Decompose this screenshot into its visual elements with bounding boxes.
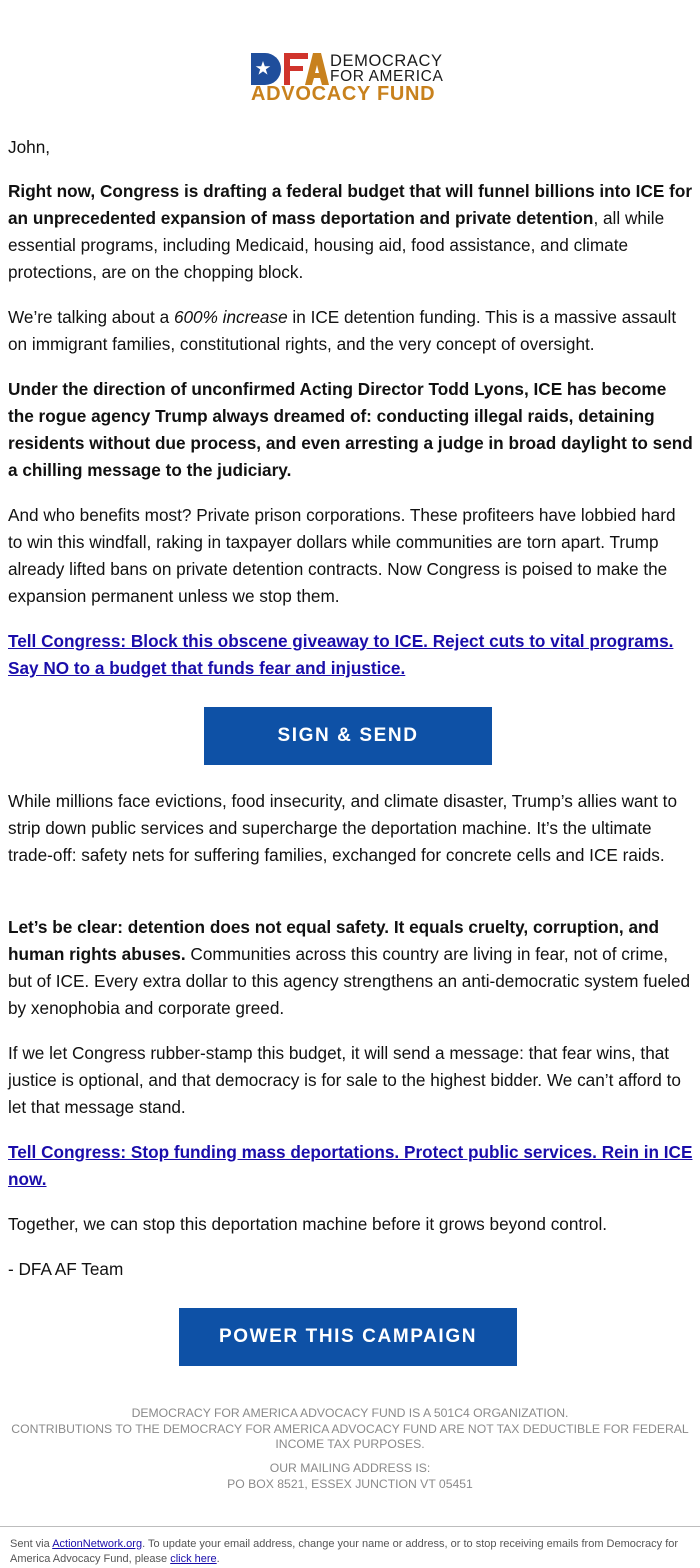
legal-notice — [10, 1406, 690, 1453]
greeting: John, — [8, 137, 51, 157]
tell-congress-link-1[interactable]: Tell Congress: Block this obscene giveaway to ICE. Reject cuts to vital programs. Say NO to a budget that funds fear and injustice. — [8, 631, 674, 678]
sign-and-send-button[interactable]: SIGN & SEND — [204, 707, 492, 765]
actionnetwork-link[interactable]: ActionNetwork.org — [52, 1538, 143, 1550]
signoff: - DFA AF Team — [8, 1259, 124, 1279]
paragraph-8: Together, we can stop this deportation machine before it grows beyond control. — [8, 1214, 608, 1234]
sent-via-end: . — [216, 1553, 220, 1565]
dfa-logo-mark-icon — [251, 53, 329, 85]
paragraph-2-end: in ICE detention funding. This is a massive assault on immigrant families, constitutional rights, and the very concept of oversight. — [8, 307, 677, 354]
mailing-address-block — [10, 1461, 690, 1492]
paragraph-2-start: We’re talking about a — [8, 307, 174, 327]
paragraph-6-bold: Let’s be clear: detention does not equal safety. It equals cruelty, corruption, and human rights abuses. — [8, 917, 660, 964]
unsubscribe-text: . To update your email address, change your name or address, or to stop receiving emails from Democracy for America Advocacy Fund, please — [10, 1538, 679, 1565]
sent-via-notice — [10, 1537, 694, 1567]
paragraph-6-rest: Communities across this country are living in fear, not of crime, but of ICE. Every extra dollar to this agency strengthens an anti-democratic system fueled by xenophobia and corporate greed. — [8, 944, 691, 1018]
logo-text-democracy: DEMOCRACY — [330, 52, 443, 70]
mailing-address-label: OUR MAILING ADDRESS IS: — [269, 1461, 431, 1475]
legal-tax-notice: CONTRIBUTIONS TO THE DEMOCRACY FOR AMERICA ADVOCACY FUND ARE NOT TAX DEDUCTIBLE FOR FEDERAL INCOME TAX PURPOSES. — [11, 1421, 689, 1451]
mailing-address: PO BOX 8521, ESSEX JUNCTION VT 05451 — [227, 1476, 473, 1491]
paragraph-1-bold: Right now, Congress is drafting a federal budget that will funnel billions into ICE for an unprecedented expansion of mass deportation and private detention — [8, 181, 693, 228]
tell-congress-link-2[interactable]: Tell Congress: Stop funding mass deportations. Protect public services. Rein in ICE now. — [8, 1142, 693, 1189]
power-this-campaign-button[interactable]: POWER THIS CAMPAIGN — [179, 1308, 517, 1366]
dfa-af-logo — [251, 51, 451, 107]
paragraph-1-rest: , all while essential programs, including Medicaid, housing aid, food assistance, and climate protections, are on the chopping block. — [8, 208, 665, 282]
sent-via-text: Sent via — [10, 1538, 53, 1550]
paragraph-7: If we let Congress rubber-stamp this budget, it will send a message: that fear wins, that justice is optional, and that democracy is for sale to the highest bidder. We can’t afford to let that message stand. — [8, 1043, 681, 1117]
paragraph-2 — [8, 304, 694, 358]
paragraph-1 — [8, 178, 694, 286]
logo-text-for-america: FOR AMERICA — [330, 68, 444, 85]
paragraph-6 — [8, 914, 694, 1022]
paragraph-2-italic: 600% increase — [173, 307, 288, 327]
paragraph-5: While millions face evictions, food insecurity, and climate disaster, Trump’s allies want to strip down public services and supercharge the deportation machine. It’s the ultimate trade-off: safety nets for suffering families, exchanged for concrete cells and ICE raids. — [8, 791, 678, 865]
logo-text-advocacy-fund: ADVOCACY FUND — [251, 83, 436, 105]
paragraph-4: And who benefits most? Private prison corporations. These profiteers have lobbied hard to win this windfall, raking in taxpayer dollars while communities are torn apart. Trump already lifted bans on private detention contracts. Now Congress is poised to make the expansion permanent unless we stop them. — [8, 505, 676, 606]
legal-501c4: DEMOCRACY FOR AMERICA ADVOCACY FUND IS A 501C4 ORGANIZATION. — [131, 1406, 569, 1420]
click-here-link[interactable]: click here — [170, 1553, 217, 1565]
paragraph-3-bold: Under the direction of unconfirmed Acting Director Todd Lyons, ICE has become the rogue agency Trump always dreamed of: conducting illegal raids, detaining residents without due process, and even arresting a judge in broad daylight to send a chilling message to the judiciary. — [8, 379, 693, 480]
paragraph-3 — [8, 376, 694, 484]
footer-divider — [0, 1526, 700, 1527]
